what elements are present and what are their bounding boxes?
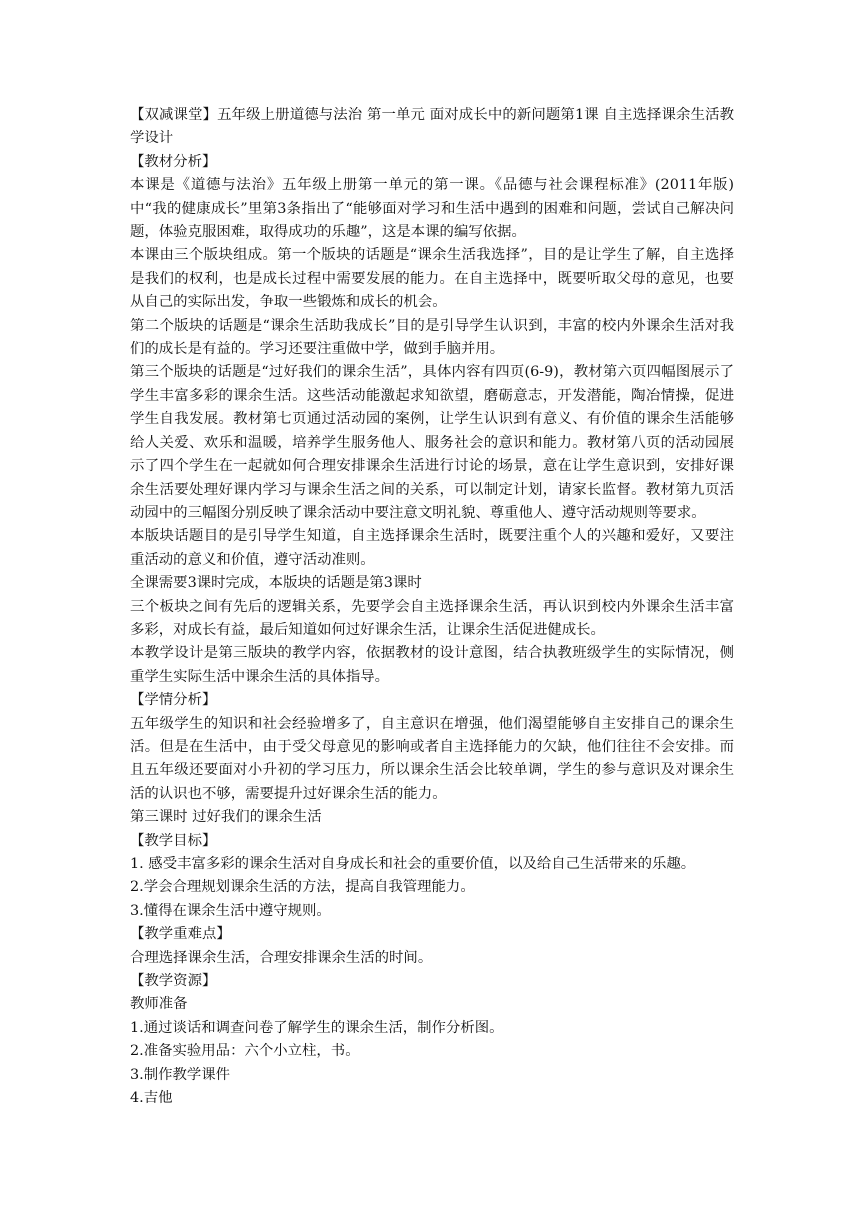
paragraph: 本教学设计是第三版块的教学内容，依据教材的设计意图，结合执教班级学生的实际情况，侧重学生实际生活中课余生活的具体指导。: [130, 645, 734, 685]
paragraph: 合理选择课余生活，合理安排课余生活的时间。: [130, 949, 433, 966]
document-page: [130, 104, 734, 1110]
document-title: 【双减课堂】五年级上册道德与法治 第一单元 面对成长中的新问题第1课 自主选择课余生活教学设计: [130, 107, 734, 147]
list-item: 3.懂得在课余生活中遵守规则。: [130, 902, 331, 919]
lesson-title: 第三课时 过好我们的课余生活: [130, 809, 322, 826]
section-heading-objectives: 【教学目标】: [130, 832, 217, 849]
paragraph: 教师准备: [130, 996, 188, 1013]
section-heading-key-points: 【教学重难点】: [130, 926, 231, 943]
paragraph: 第三个版块的话题是“过好我们的课余生活”，具体内容有四页(6-9)，教材第六页四幅图展示了学生丰富多彩的课余生活。这些活动能激起求知欲望，磨砺意志，开发潜能，陶冶情操，促进学生自我发展。教材第七页通过活动园的案例，让学生认识到有意义、有价值的课余生活能够给人关爱、欢乐和温暖，培养学生服务他人、服务社会的意识和能力。教材第八页的活动园展示了四个学生在一起就如何合理安排课余生活进行讨论的场景，意在让学生意识到，安排好课余生活要处理好课内学习与课余生活之间的关系，可以制定计划，请家长监督。教材第九页活动园中的三幅图分别反映了课余活动中要注意文明礼貌、尊重他人、遵守活动规则等要求。: [130, 364, 734, 521]
list-item: 4.吉他: [130, 1090, 173, 1107]
paragraph: 第二个版块的话题是“课余生活助我成长”目的是引导学生认识到，丰富的校内外课余生活对我们的成长是有益的。学习还要注重做中学，做到手脑并用。: [130, 317, 734, 358]
list-item: 2.准备实验用品：六个小立柱，书。: [130, 1043, 360, 1060]
paragraph: 本课是《道德与法治》五年级上册第一单元的第一课。《品德与社会课程标准》(2011年版)中“我的健康成长”里第3条指出了“能够面对学习和生活中遇到的困难和问题，尝试自己解决问题，体验克服困难，取得成功的乐趣”，这是本课的编写依据。: [130, 177, 734, 241]
section-heading-learner-analysis: 【学情分析】: [130, 692, 217, 709]
section-heading-resources: 【教学资源】: [130, 973, 217, 990]
list-item: 2.学会合理规划课余生活的方法，提高自我管理能力。: [130, 879, 475, 896]
paragraph: 本版块话题目的是引导学生知道，自主选择课余生活时，既要注重个人的兴趣和爱好，又要注重活动的意义和价值，遵守活动准则。: [130, 528, 734, 568]
paragraph: 五年级学生的知识和社会经验增多了，自主意识在增强，他们渴望能够自主安排自己的课余生活。但是在生活中，由于受父母意见的影响或者自主选择能力的欠缺，他们往往不会安排。而且五年级还要面对小升初的学习压力，所以课余生活会比较单调，学生的参与意识及对课余生活的认识也不够，需要提升过好课余生活的能力。: [130, 715, 734, 802]
paragraph: 本课由三个版块组成。第一个版块的话题是“课余生活我选择”，目的是让学生了解，自主选择是我们的权利，也是成长过程中需要发展的能力。在自主选择中，既要听取父母的意见，也要从自己的实际出发，争取一些锻炼和成长的机会。: [130, 247, 734, 311]
section-heading-textbook-analysis: 【教材分析】: [130, 153, 217, 170]
list-item: 1.通过谈话和调查问卷了解学生的课余生活，制作分析图。: [130, 1019, 504, 1036]
list-item: 1. 感受丰富多彩的课余生活对自身成长和社会的重要价值，以及给自己生活带来的乐趣。: [130, 856, 696, 872]
paragraph: 三个板块之间有先后的逻辑关系，先要学会自主选择课余生活，再认识到校内外课余生活丰富多彩，对成长有益，最后知道如何过好课余生活，让课余生活促进健成长。: [130, 598, 734, 638]
list-item: 3.制作教学课件: [130, 1066, 231, 1083]
paragraph: 全课需要3课时完成，本版块的话题是第3课时: [130, 575, 422, 592]
